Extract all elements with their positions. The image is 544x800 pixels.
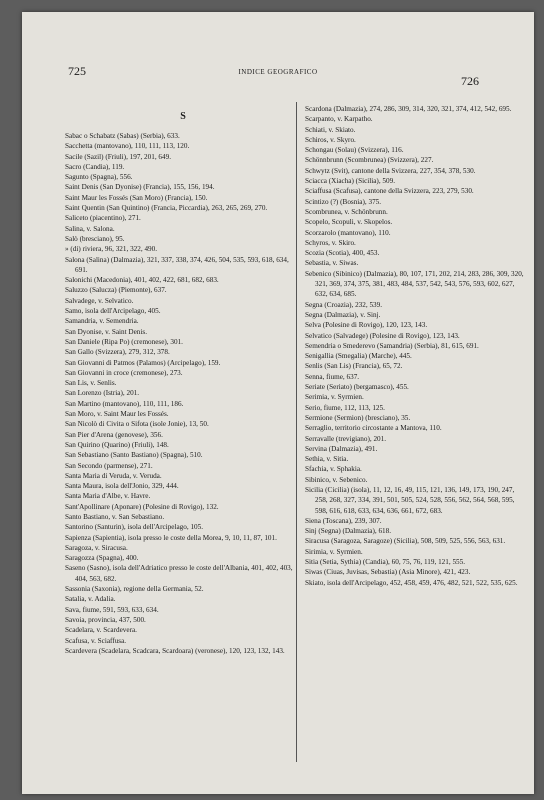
index-entry: Saseno (Sasno), isola dell'Adriatico presso le coste dell'Albania, 401, 402, 403, 404, 563, 682. xyxy=(65,564,293,583)
index-entry: Santa Maura, isola dell'Jonio, 329, 444. xyxy=(65,482,179,491)
index-entry: Santo Bastiano, v. San Sebastiano. xyxy=(65,512,165,521)
index-entry: San Secondo (parmense), 271. xyxy=(65,461,153,470)
index-entry: Sebastia, v. Siwas. xyxy=(305,259,359,268)
index-entry: Saragoza, v. Siracusa. xyxy=(65,543,128,552)
index-entry: San Nicolò di Civita o Sifota (isole Jonie), 13, 50. xyxy=(65,420,209,429)
index-entry: Sermione (Sermion) (bresciano), 35. xyxy=(305,413,411,422)
index-entry: Senna, fiume, 637. xyxy=(305,372,360,381)
index-entry: Sacile (Sazil) (Friuli), 197, 201, 649. xyxy=(65,152,171,161)
index-entry: Schiati, v. Skiato. xyxy=(305,125,356,134)
section-letter: S xyxy=(180,111,186,122)
index-entry: San Giovanni in croce (cremonese), 273. xyxy=(65,368,183,377)
right-column xyxy=(305,104,527,588)
index-entry: Sirimia, v. Syrmien. xyxy=(305,547,363,556)
index-entry: Salonichi (Macedonia), 401, 402, 422, 681, 682, 683. xyxy=(65,276,219,285)
page-number-left: 725 xyxy=(68,64,86,78)
index-entry: Sciaffusa (Scafusa), cantone della Svizzera, 223, 279, 530. xyxy=(305,187,474,196)
index-entry: Siwas (Ciuas, Juvisas, Sebastia) (Asia Minore), 421, 423. xyxy=(305,568,471,577)
index-entry: Serimia, v. Syrmien. xyxy=(305,393,364,402)
index-entry: Selvatico (Salvadege) (Polesine di Rovigo), 123, 143. xyxy=(305,331,460,340)
index-entry: Sibinico, v. Sebenico. xyxy=(305,475,368,484)
index-entry: Saragozza (Spagna), 400. xyxy=(65,554,139,563)
index-entry: Santa Maria d'Albe, v. Havre. xyxy=(65,492,151,501)
index-entry: Saint Denis (San Dyonise) (Francia), 155, 156, 194. xyxy=(65,183,215,192)
index-entry: Sant'Apollinare (Aponare) (Polesine di Rovigo), 132. xyxy=(65,502,219,511)
index-entry: Scorzarolo (mantovano), 110. xyxy=(305,228,391,237)
index-entry: Saint Maur les Fossés (San Moro) (Francia), 150. xyxy=(65,193,208,202)
index-entry: Schongau (Solau) (Svizzera), 116. xyxy=(305,146,404,155)
index-entry: San Quirino (Quarino) (Friuli), 148. xyxy=(65,440,169,449)
index-entry: Schyros, v. Skiro. xyxy=(305,238,356,247)
index-entry: Skiato, isola dell'Arcipelago, 452, 458, 459, 476, 482, 521, 522, 535, 625. xyxy=(305,578,518,587)
index-entry: Serraglio, territorio circostante a Mantova, 110. xyxy=(305,424,442,433)
index-entry: Schönnbrunn (Scombrunea) (Svizzera), 227. xyxy=(305,156,434,165)
index-entry: Segna (Dalmazia), v. Sinj. xyxy=(305,310,381,319)
index-entry: Sciacca (Xiacha) (Sicilia), 509. xyxy=(305,177,396,186)
index-entry: Scafusa, v. Sciaffusa. xyxy=(65,636,127,645)
index-entry: San Lorenzo (Istria), 201. xyxy=(65,389,140,398)
index-entry: Siena (Toscana), 239, 307. xyxy=(305,516,382,525)
right-entry-list xyxy=(305,104,527,588)
index-entry: San Sebastiano (Santo Bastiano) (Spagna), 510. xyxy=(65,451,203,460)
index-entry: Semendria o Smederevo (Samandria) (Serbia), 81, 615, 691. xyxy=(305,341,479,350)
index-entry: Sagunto (Spagna), 556. xyxy=(65,173,133,182)
index-entry: San Daniele (Ripa Po) (cremonese), 301. xyxy=(65,337,183,346)
index-entry: San Moro, v. Saint Maur les Fossés. xyxy=(65,410,169,419)
index-entry: Salona (Salina) (Dalmazia), 321, 337, 338, 374, 426, 504, 535, 593, 618, 634, 691. xyxy=(65,255,289,274)
index-entry: Scintizo (?) (Bosnia), 375. xyxy=(305,197,382,206)
index-entry: Serio, fiume, 112, 113, 125. xyxy=(305,403,385,412)
index-entry: Sebenico (Sibinico) (Dalmazia), 80, 107, 171, 202, 214, 283, 286, 309, 320, 321, 369, 374, 375, 381, 483, 484, 537, 542, 543, 576, 593, 602, 627, 632, 634, 685. xyxy=(305,269,524,299)
index-entry: Senigallia (Smegalia) (Marche), 445. xyxy=(305,352,412,361)
running-title: INDICE GEOGRAFICO xyxy=(238,68,318,76)
index-entry: San Dyonise, v. Saint Denis. xyxy=(65,327,147,336)
index-entry: Sicilia (Cicilia) (isola), 11, 12, 16, 49, 115, 121, 136, 149, 173, 190, 247, 258, 268, 327, 334, 391, 501, 505, 524, 528, 556, 562, 564, 568, 595, 598, 616, 618, 633, 634, 636, 661, 672, 683. xyxy=(305,485,515,515)
index-entry: Sethia, v. Sitia. xyxy=(305,455,349,464)
index-entry: Scozia (Scotia), 400, 453. xyxy=(305,249,380,258)
index-entry: Satalia, v. Adalia. xyxy=(65,595,116,604)
index-entry: Sinj (Segna) (Dalmazia), 618. xyxy=(305,527,392,536)
index-entry: Serravalle (trevigiano), 201. xyxy=(305,434,387,443)
index-entry: Saluzzo (Salucza) (Piemonte), 637. xyxy=(65,286,167,295)
index-entry: Samo, isola dell'Arcipelago, 405. xyxy=(65,307,161,316)
index-entry: Saliceto (piacentino), 271. xyxy=(65,214,141,223)
index-entry: Schwytz (Svit), cantone della Svizzera, 227, 354, 378, 530. xyxy=(305,166,476,175)
index-entry: San Martino (mantovano), 110, 111, 186. xyxy=(65,399,184,408)
index-entry: Senlis (San Lis) (Francia), 65, 72. xyxy=(305,362,403,371)
book-page xyxy=(22,12,534,794)
index-entry: Sitia (Setia, Sythia) (Candia), 60, 75, 76, 119, 121, 555. xyxy=(305,558,466,567)
index-entry: Selva (Polesine di Rovigo), 120, 123, 143. xyxy=(305,321,428,330)
index-entry: » (di) riviera, 96, 321, 322, 490. xyxy=(65,245,158,254)
index-entry: Scardona (Dalmazia), 274, 286, 309, 314, 320, 321, 374, 412, 542, 695. xyxy=(305,105,512,113)
index-entry: Salò (bresciano), 95. xyxy=(65,234,125,243)
index-entry: Sava, fiume, 591, 593, 633, 634. xyxy=(65,605,159,614)
index-entry: Servina (Dalmazia), 491. xyxy=(305,444,378,453)
index-entry: Sfachia, v. Sphakia. xyxy=(305,465,362,474)
index-entry: Segna (Croazia), 232, 539. xyxy=(305,300,383,309)
index-entry: Scarpanto, v. Karpatho. xyxy=(305,115,373,124)
index-entry: San Pier d'Arena (genovese), 356. xyxy=(65,430,163,439)
index-entry: Sacchetta (mantovano), 110, 111, 113, 120. xyxy=(65,142,190,151)
index-entry: Sapienza (Sapientia), isola presso le coste della Morea, 9, 10, 11, 87, 101. xyxy=(65,533,277,542)
index-entry: Salina, v. Salona. xyxy=(65,224,115,233)
index-entry: San Gallo (Svizzera), 279, 312, 378. xyxy=(65,348,170,357)
index-entry: Sabac o Schabatz (Sabas) (Serbia), 633. xyxy=(65,132,180,140)
index-entry: Scopelo, Scopuli, v. Skopelos. xyxy=(305,218,393,227)
page-number-right: 726 xyxy=(461,74,479,88)
column-divider xyxy=(296,102,297,762)
index-entry: San Lis, v. Senlis. xyxy=(65,379,117,388)
index-entry: Sassonia (Saxonia), regione della Germania, 52. xyxy=(65,585,204,594)
left-column xyxy=(65,104,301,656)
index-entry: Saint Quentin (San Quintino) (Francia, Piccardia), 263, 265, 269, 270. xyxy=(65,204,268,213)
index-entry: Scadelara, v. Scardevera. xyxy=(65,626,137,635)
index-entry: San Giovanni di Patmos (Palamos) (Arcipelago), 159. xyxy=(65,358,221,367)
index-entry: Savoia, provincia, 437, 500. xyxy=(65,615,146,624)
index-entry: Schiros, v. Skyro. xyxy=(305,135,356,144)
index-entry: Seriate (Seriato) (bergamasco), 455. xyxy=(305,383,409,392)
index-entry: Scardevera (Scadelara, Scadcara, Scardoara) (veronese), 120, 123, 132, 143. xyxy=(65,646,285,655)
index-entry: Santa Maria di Veruda, v. Veruda. xyxy=(65,471,162,480)
index-entry: Salvadege, v. Selvatico. xyxy=(65,296,134,305)
index-entry: Samandria, v. Semendria. xyxy=(65,317,139,326)
left-entry-list xyxy=(65,131,301,656)
index-entry: Siracusa (Saragoza, Saragoze) (Sicilia), 508, 509, 525, 556, 563, 631. xyxy=(305,537,506,546)
index-entry: Scombrunea, v. Schönbrunn. xyxy=(305,207,388,216)
index-entry: Sacro (Candia), 119. xyxy=(65,162,125,171)
index-entry: Santorino (Santurin), isola dell'Arcipelago, 105. xyxy=(65,523,204,532)
